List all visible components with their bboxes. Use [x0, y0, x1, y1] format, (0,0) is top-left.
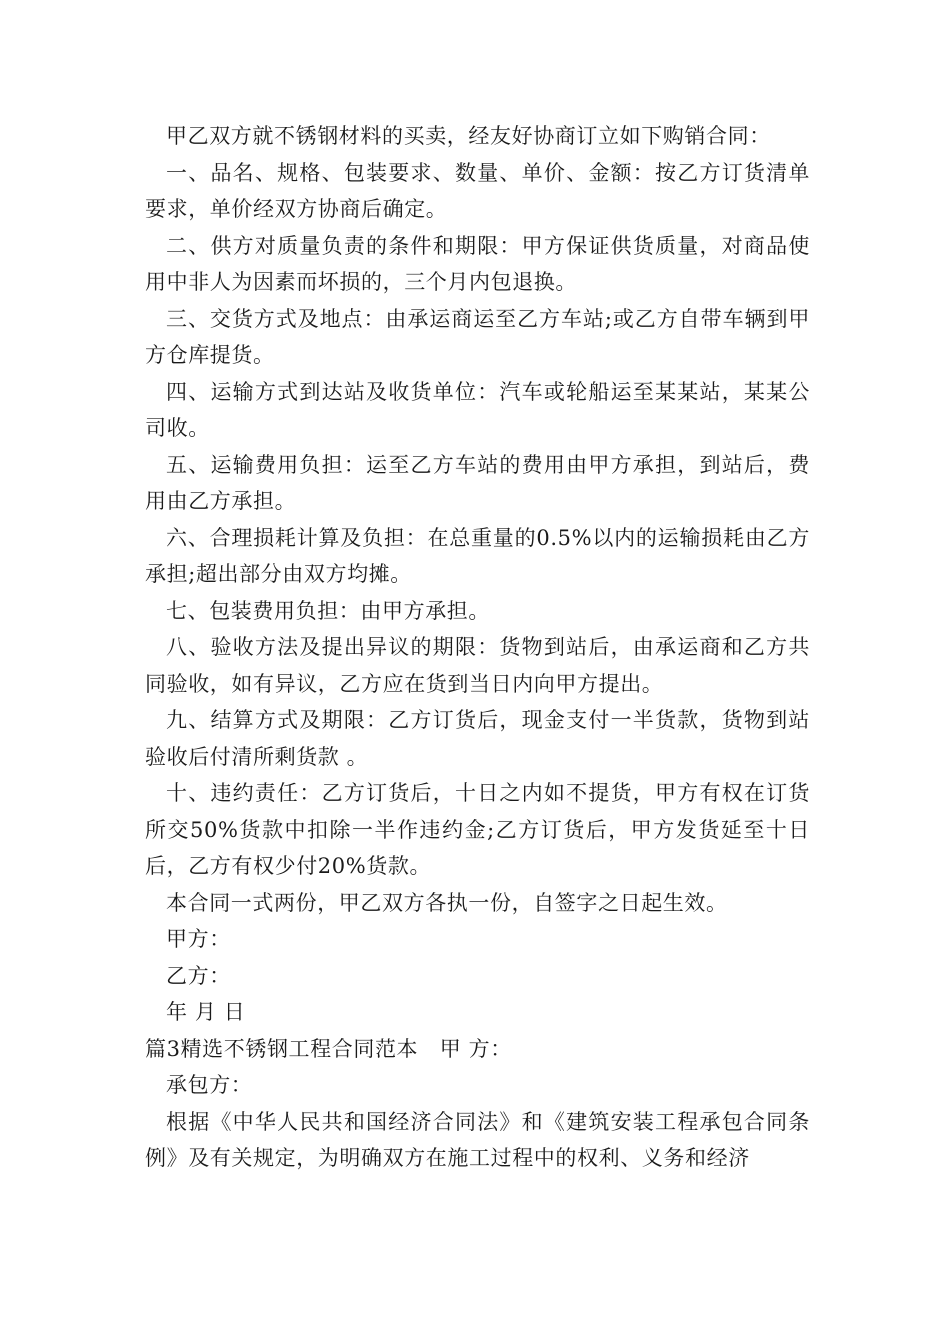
clause-10-paragraph: 十、违约责任：乙方订货后，十日之内如不提货，甲方有权在订货所交50%货款中扣除一半作违约金;乙方订货后，甲方发货延至十日后，乙方有权少付20%货款。 — [145, 781, 810, 878]
clause-9-paragraph: 九、结算方式及期限：乙方订货后，现金支付一半货款，货物到站验收后付清所剩货款 。 — [145, 708, 810, 769]
clause-4-paragraph: 四、运输方式到达站及收货单位：汽车或轮船运至某某站，某某公司收。 — [145, 379, 810, 440]
effective-clause-paragraph: 本合同一式两份，甲乙双方各执一份，自签字之日起生效。 — [166, 890, 728, 915]
clause-5-paragraph: 五、运输费用负担：运至乙方车站的费用由甲方承担，到站后，费用由乙方承担。 — [145, 452, 810, 513]
legal-basis-paragraph: 根据《中华人民共和国经济合同法》和《建筑安装工程承包合同条例》及有关规定，为明确双方在施工过程中的权利、义务和经济 — [145, 1109, 810, 1170]
intro-paragraph: 甲乙双方就不锈钢材料的买卖，经友好协商订立如下购销合同： — [166, 124, 771, 148]
clause-6-paragraph: 六、合理损耗计算及负担：在总重量的0.5%以内的运输损耗由乙方承担;超出部分由双方均摊。 — [145, 525, 810, 586]
section-3-heading: 篇3精选不锈钢工程合同范本 甲 方： — [145, 1036, 512, 1061]
clause-1-paragraph: 一、品名、规格、包装要求、数量、单价、金额：按乙方订货清单要求，单价经双方协商后确定。 — [145, 160, 810, 221]
clause-2-paragraph: 二、供方对质量负责的条件和期限：甲方保证供货质量，对商品使用中非人为因素而坏损的，三个月内包退换。 — [145, 233, 810, 294]
party-a-signature-line: 甲方： — [166, 927, 231, 951]
party-b-signature-line: 乙方： — [166, 963, 231, 988]
clause-7-paragraph: 七、包装费用负担：由甲方承担。 — [166, 598, 490, 623]
clause-3-paragraph: 三、交货方式及地点：由承运商运至乙方车站;或乙方自带车辆到甲方仓库提货。 — [145, 306, 810, 367]
document-body — [145, 118, 810, 1177]
date-line: 年 月 日 — [166, 1000, 246, 1024]
clause-8-paragraph: 八、验收方法及提出异议的期限：货物到站后，由承运商和乙方共同验收，如有异议，乙方应在货到当日内向甲方提出。 — [145, 635, 810, 696]
contractor-line: 承包方： — [166, 1073, 253, 1097]
